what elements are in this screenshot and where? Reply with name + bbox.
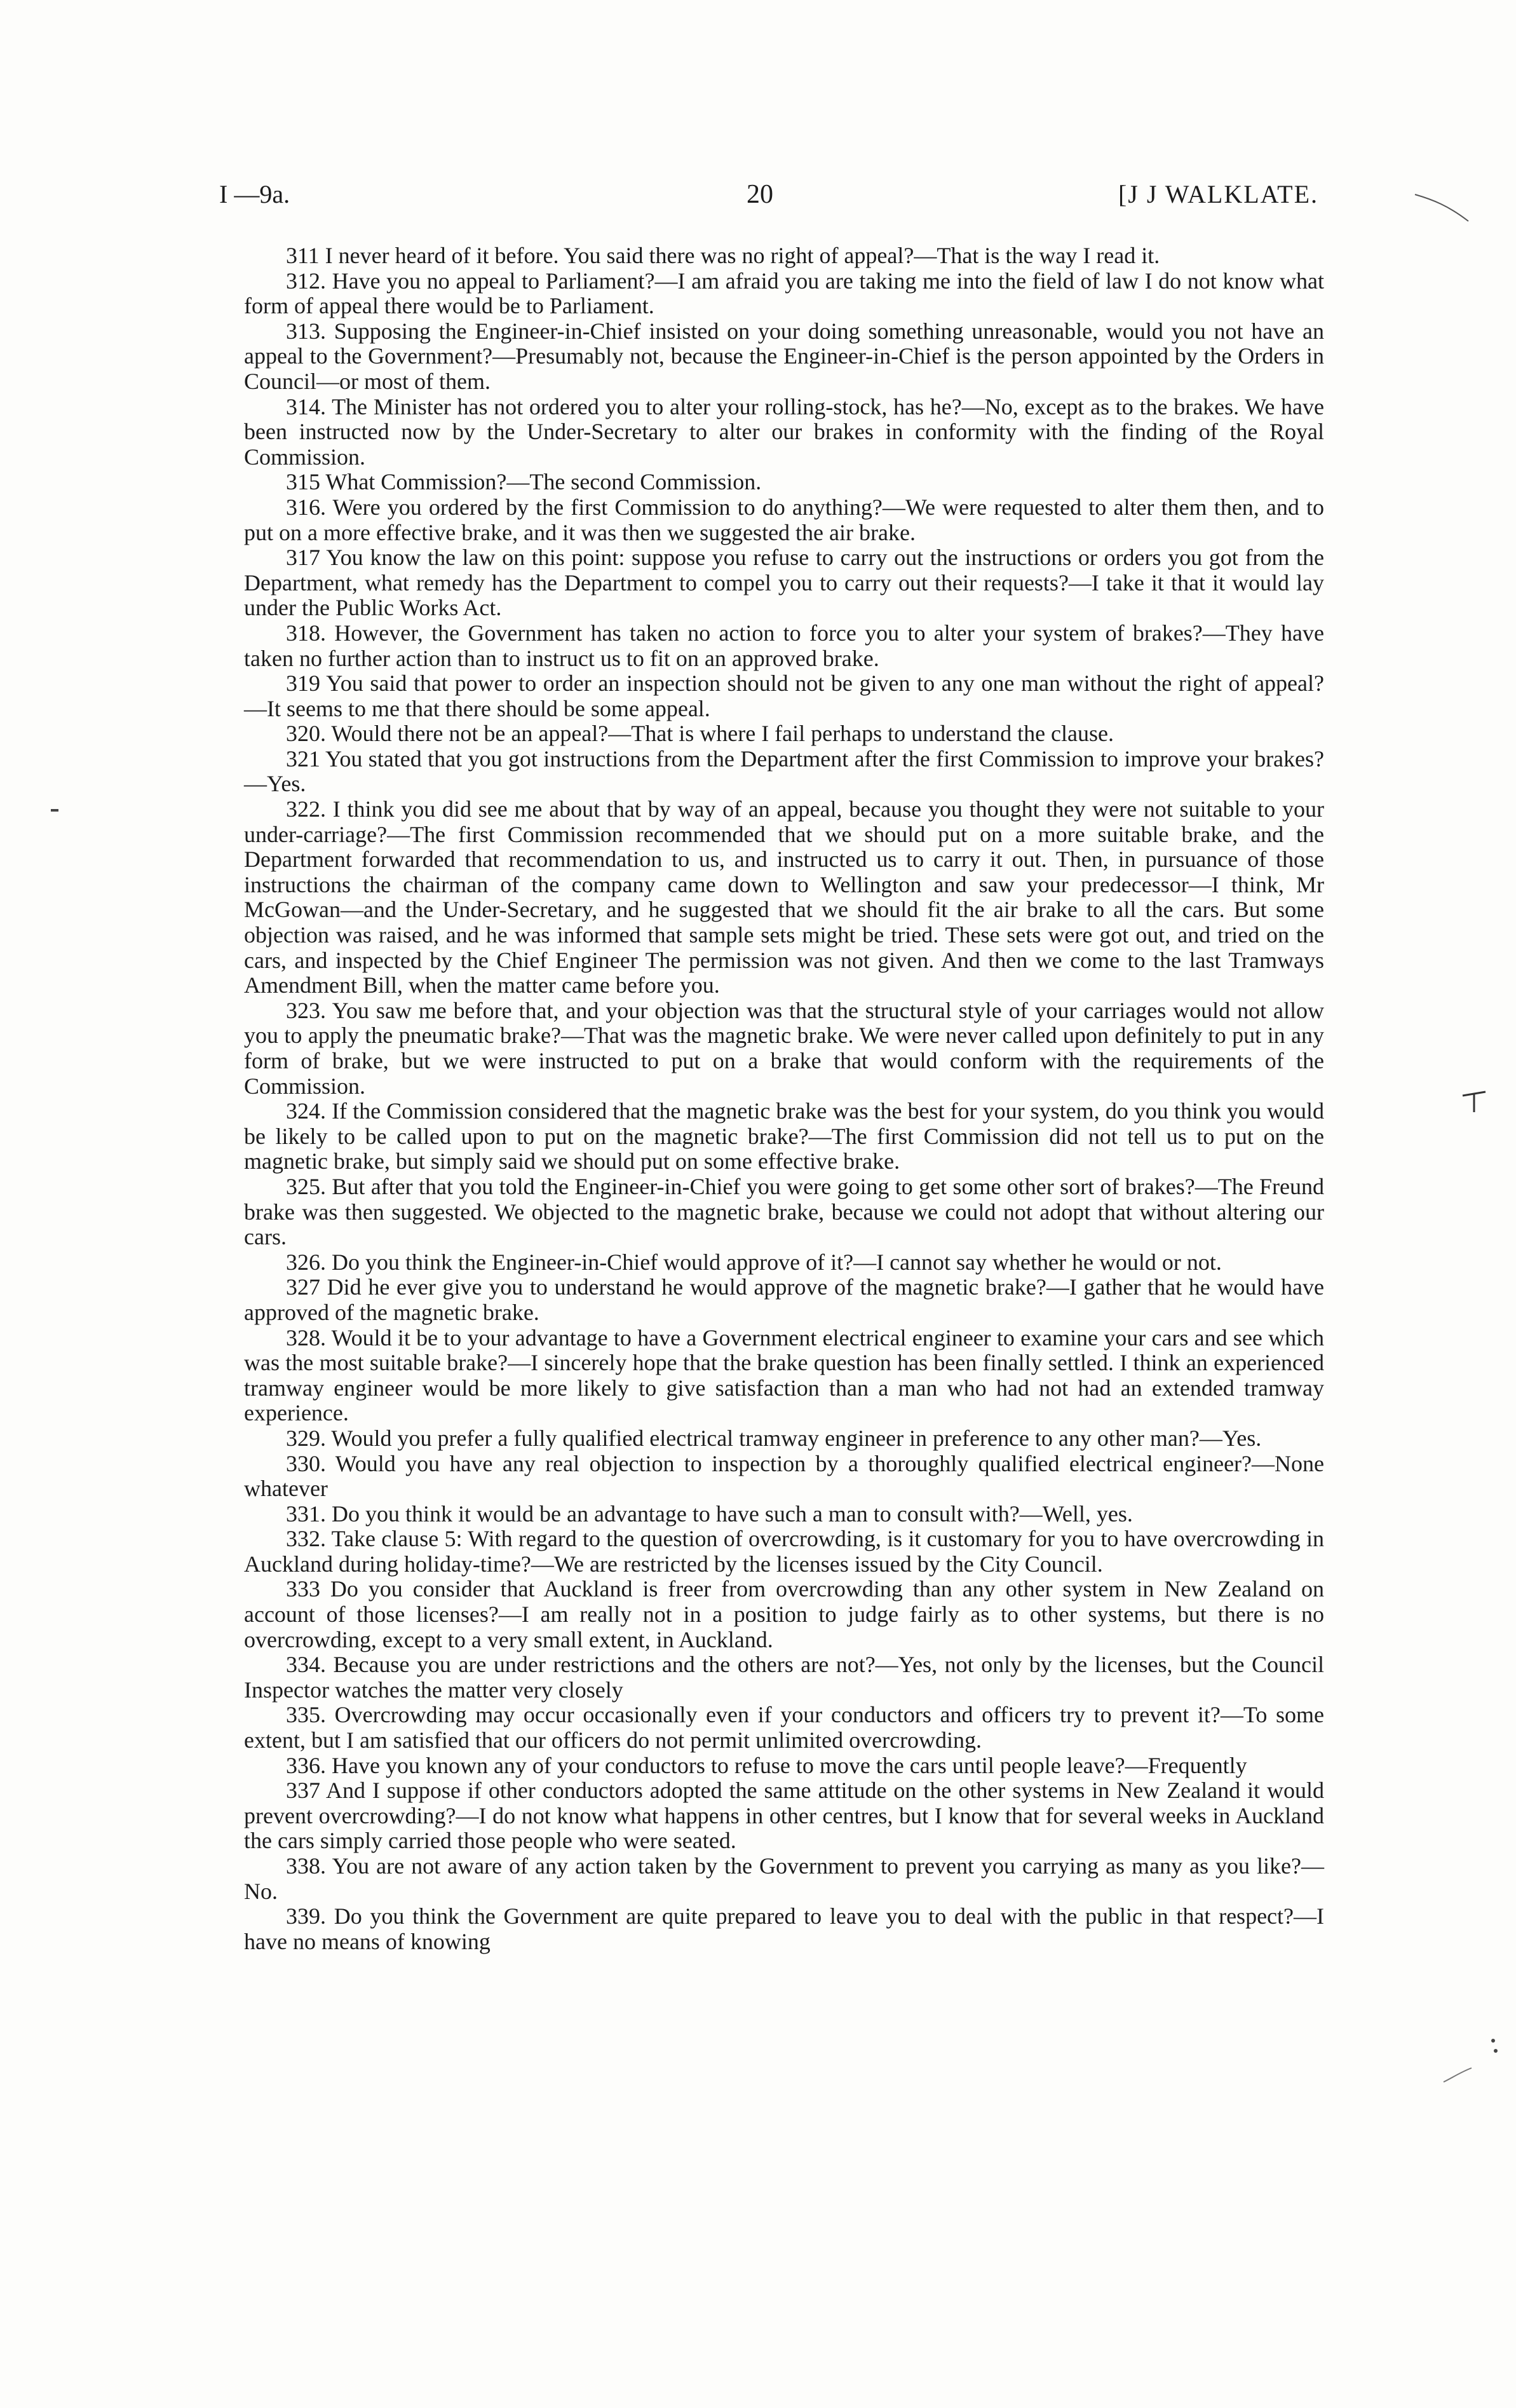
paragraph-313: 313. Supposing the Engineer-in-Chief insisted on your doing something unreasonable, would you not have an appeal to the Government?—Presumably not, because the Engineer-in-Chief is the person appointed by the Orders in Council—or most of them. (244, 318, 1324, 394)
paragraph-332: 332. Take clause 5: With regard to the question of overcrowding, is it customary for you to have overcrowding in Auckland during holiday-time?—We are restricted by the licenses issued by the City Council. (244, 1526, 1324, 1577)
paragraph-337: 337 And I suppose if other conductors adopted the same attitude on the other systems in New Zealand it would prevent overcrowding?—I do not know what happens in other centres, but I know that for several weeks in Auckland the cars simply carried those people who were seated. (244, 1778, 1324, 1854)
page-number: 20 (747, 180, 773, 209)
paragraph-321: 321 You stated that you got instructions from the Department after the first Commission to improve your brakes?—Yes. (244, 745, 1324, 797)
paragraph-314: 314. The Minister has not ordered you to alter your rolling-stock, has he?—No, except as to the brakes. We have been instructed now by the Under-Secretary to alter our brakes in conformity with the finding of the Royal Commission. (244, 393, 1324, 470)
paragraph-318: 318. However, the Government has taken no action to force you to alter your system of brakes?—They have taken no further action than to instruct us to fit on an approved brake. (244, 620, 1324, 671)
paragraph-326: 326. Do you think the Engineer-in-Chief would approve of it?—I cannot say whether he would or not. (286, 1249, 1222, 1275)
paragraph-312: 312. Have you no appeal to Parliament?—I am afraid you are taking me into the field of law I do not know what form of appeal there would be to Parliament. (244, 268, 1324, 319)
paragraph-325: 325. But after that you told the Engineer-in-Chief you were going to get some other sort of brakes?—The Freund brake was then suggested. We objected to the magnetic brake, because we could not adopt that without altering our cars. (244, 1173, 1324, 1250)
paragraph-322: 322. I think you did see me about that by way of an appeal, because you thought they were not suitable to your under-carriage?—The first Commission recommended that we should put on a more suitable brake, and the Department forwarded that recommendation to us, and instructed us to carry it out. Then, in pursuance of those instructions the chairman of the company came down to Wellington and saw your predecessor—I think, Mr McGowan—and the Under-Secretary, and he suggested that we should fit the air brake to all the cars. But some objection was raised, and he was informed that sample sets might be tried. These sets were got out, and tried on the cars, and inspected by the Chief Engineer The permission was not given. And then we come to the last Tramways Amendment Bill, when the matter came before you. (244, 796, 1324, 998)
paragraph-311: 311 I never heard of it before. You said there was no right of appeal?—That is the way I read it. (286, 243, 1160, 268)
paragraph-316: 316. Were you ordered by the first Commission to do anything?—We were requested to alter them then, and to put on a more effective brake, and it was then we suggested the air brake. (244, 494, 1324, 545)
paragraph-331: 331. Do you think it would be an advantage to have such a man to consult with?—Well, yes. (286, 1500, 1133, 1527)
scan-mark-right-arrow (1460, 1087, 1488, 1115)
paragraph-334: 334. Because you are under restrictions and the others are not?—Yes, not only by the licenses, but the Council Inspector watches the matter very closely (244, 1652, 1324, 1703)
scan-mark-left-dot (51, 807, 60, 813)
paragraph-324: 324. If the Commission considered that the magnetic brake was the best for your system, do you think you would be likely to be called upon to put on the magnetic brake?—The first Commission did not tell us to put on the magnetic brake, but simply said we should put on some effective brake. (244, 1098, 1324, 1174)
paragraph-330: 330. Would you have any real objection to inspection by a thoroughly qualified electrical engineer?—None whatever (244, 1450, 1324, 1502)
paragraph-336: 336. Have you known any of your conductors to refuse to move the cars until people leave?—Frequently (286, 1752, 1247, 1778)
paragraph-329: 329. Would you prefer a fully qualified electrical tramway engineer in preference to any other man?—Yes. (286, 1425, 1262, 1451)
paragraph-317: 317 You know the law on this point: suppose you refuse to carry out the instructions or orders you got from the Department, what remedy has the Department to compel you to carry out their requests?—I take it that it would lay under the Public Works Act. (244, 545, 1324, 621)
paragraph-327: 327 Did he ever give you to understand he would approve of the magnetic brake?—I gather that he would have approved of the magnetic brake. (244, 1274, 1324, 1325)
paragraph-339: 339. Do you think the Government are quite prepared to leave you to deal with the public in that respect?—I have no means of knowing (244, 1903, 1324, 1954)
scan-mark-right-stroke (1442, 2065, 1474, 2085)
paragraph-320: 320. Would there not be an appeal?—That is where I fail perhaps to understand the clause. (286, 721, 1114, 747)
paragraph-338: 338. You are not aware of any action taken by the Government to prevent you carrying as many as you like?—No. (244, 1853, 1324, 1904)
paragraph-333: 333 Do you consider that Auckland is freer from overcrowding than any other system in New Zealand on account of those licenses?—I am really not in a position to judge fairly as to other systems, but there is no overcrowding, except to a very small extent, in Auckland. (244, 1576, 1324, 1652)
page-header (219, 179, 1318, 217)
evidence-body (244, 243, 1324, 1954)
scan-mark-right-dots (1480, 2037, 1499, 2062)
paragraph-335: 335. Overcrowding may occur occasionally even if your conductors and officers try to prevent it?—To some extent, but I am satisfied that our officers do not permit unlimited overcrowding. (244, 1702, 1324, 1753)
paragraph-328: 328. Would it be to your advantage to have a Government electrical engineer to examine your cars and see which was the most suitable brake?—I sincerely hope that the brake question has been finally settled. I think an experienced tramway engineer would be more likely to give satisfaction than a man who had not had an extended tramway experience. (244, 1324, 1324, 1426)
paragraph-315: 315 What Commission?—The second Commission. (286, 469, 762, 495)
paragraph-319: 319 You said that power to order an inspection should not be given to any one man without the right of appeal?—It seems to me that there should be some appeal. (244, 670, 1324, 721)
scan-mark-top-right (1414, 191, 1471, 229)
document-reference: I —9a. (219, 180, 290, 208)
paragraph-323: 323. You saw me before that, and your objection was that the structural style of your carriages would not allow you to apply the pneumatic brake?—That was the magnetic brake. We were never called upon definitely to put in any form of brake, but we were instructed to put on a brake that would conform with the requirements of the Commission. (244, 997, 1324, 1099)
witness-name: [J J WALKLATE. (1118, 180, 1318, 208)
